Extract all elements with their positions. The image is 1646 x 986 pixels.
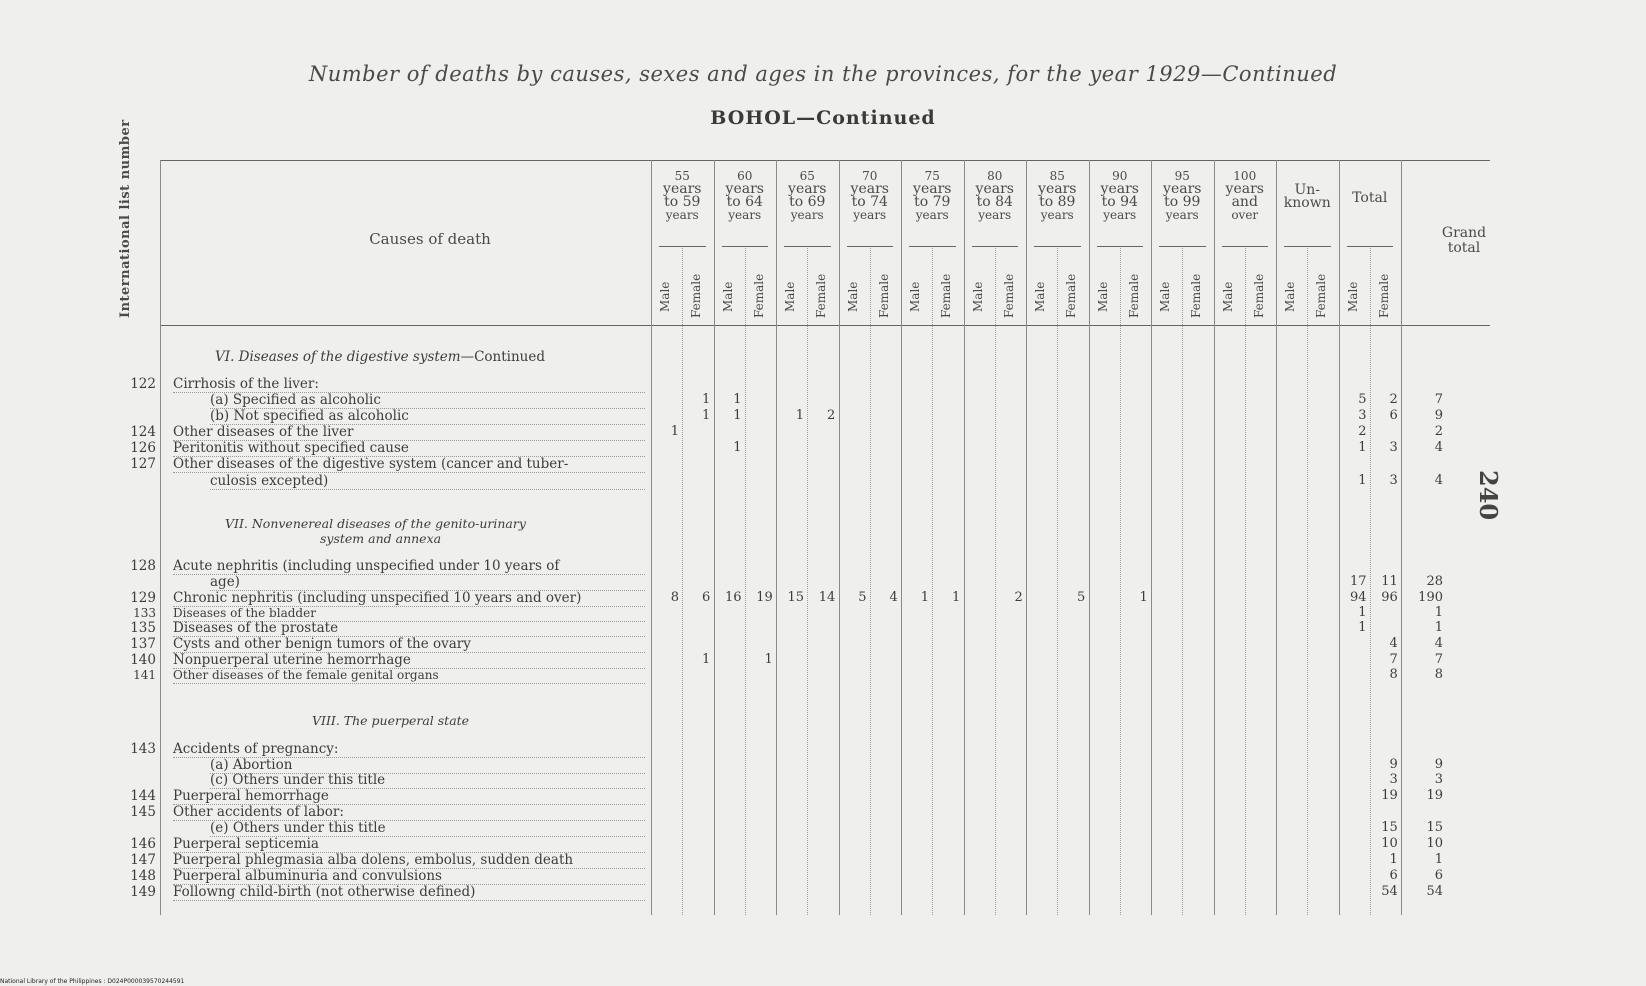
grand-total-cell: 1 bbox=[1434, 605, 1443, 620]
group-underline bbox=[1034, 246, 1081, 247]
age-group-line: years bbox=[1103, 208, 1137, 222]
cause-of-death: Followng child-birth (not otherwise defined) bbox=[173, 884, 645, 901]
cause-of-death: (c) Others under this title bbox=[210, 772, 645, 789]
intl-list-number: 124 bbox=[130, 424, 156, 440]
total-male-cell: 1 bbox=[1358, 473, 1367, 488]
total-male-cell: 94 bbox=[1349, 590, 1367, 605]
cause-of-death: (e) Others under this title bbox=[210, 820, 645, 837]
male-subheader: Male bbox=[1033, 281, 1047, 312]
group-underline bbox=[1284, 246, 1331, 247]
female-subheader: Female bbox=[1314, 273, 1329, 318]
cause-of-death: (b) Not specified as alcoholic bbox=[210, 408, 645, 425]
age-group-line: Total bbox=[1352, 190, 1388, 206]
age-group-line: 75 bbox=[924, 169, 940, 183]
total-female-cell: 9 bbox=[1389, 757, 1398, 772]
page-number: 240 bbox=[1474, 470, 1503, 521]
age-group-line: years bbox=[728, 208, 762, 222]
table-row bbox=[0, 590, 1646, 606]
age-group-line: years bbox=[1163, 181, 1202, 197]
grand-total-cell: 54 bbox=[1426, 884, 1443, 899]
count-cell: 1 bbox=[951, 590, 961, 605]
age-group-line: years bbox=[788, 181, 827, 197]
grand-total-cell: 7 bbox=[1434, 652, 1443, 667]
total-male-cell: 5 bbox=[1358, 392, 1367, 407]
intl-list-number: 141 bbox=[133, 668, 156, 682]
cause-of-death: Other diseases of the liver bbox=[173, 424, 645, 441]
group-underline bbox=[1159, 246, 1206, 247]
grand-total-cell: 15 bbox=[1426, 820, 1443, 835]
table-row bbox=[0, 788, 1646, 804]
age-group-header bbox=[1026, 170, 1089, 222]
page-title: Number of deaths by causes, sexes and ages in the provinces, for the year 1929—Continued bbox=[308, 62, 1338, 86]
count-cell: 4 bbox=[889, 590, 898, 605]
intl-list-number: 140 bbox=[130, 652, 156, 668]
total-female-cell: 3 bbox=[1389, 473, 1398, 488]
cause-of-death: Peritonitis without specified cause bbox=[173, 440, 645, 457]
table-row bbox=[0, 652, 1646, 668]
count-cell: 14 bbox=[818, 590, 836, 605]
table-row bbox=[0, 440, 1646, 456]
age-group-line: years bbox=[913, 181, 952, 197]
female-subheader: Female bbox=[1064, 273, 1079, 318]
male-subheader: Male bbox=[845, 281, 860, 312]
male-subheader: Male bbox=[1345, 281, 1360, 312]
table-row bbox=[0, 605, 1646, 621]
count-cell: 1 bbox=[670, 424, 679, 439]
age-group-header bbox=[1214, 170, 1277, 222]
table-row bbox=[0, 820, 1646, 836]
age-group-header bbox=[964, 170, 1027, 222]
table-row bbox=[0, 868, 1646, 884]
section-vii-heading-line2: system and annexa bbox=[320, 531, 442, 546]
cause-of-death: Chronic nephritis (including unspecified 10 years and over) bbox=[173, 590, 645, 607]
intl-list-number: 135 bbox=[130, 620, 156, 636]
cause-of-death: culosis excepted) bbox=[210, 473, 645, 490]
intl-list-number: 144 bbox=[130, 788, 156, 804]
age-group-header bbox=[901, 170, 964, 222]
cause-of-death: (a) Abortion bbox=[210, 757, 645, 774]
cause-of-death: Cysts and other benign tumors of the ovary bbox=[173, 636, 645, 653]
group-underline bbox=[847, 246, 894, 247]
grand-total-cell: 9 bbox=[1434, 408, 1443, 423]
count-cell: 15 bbox=[787, 590, 804, 605]
cause-of-death: Puerperal hemorrhage bbox=[173, 788, 645, 805]
grand-total-cell: 28 bbox=[1426, 574, 1443, 589]
age-group-line: years bbox=[1038, 181, 1077, 197]
cause-of-death: Accidents of pregnancy: bbox=[173, 741, 645, 758]
age-group-line: 95 bbox=[1174, 169, 1190, 183]
group-underline bbox=[1097, 246, 1144, 247]
total-female-cell: 11 bbox=[1381, 574, 1398, 589]
grand-total-cell: 2 bbox=[1434, 424, 1443, 439]
age-group-header bbox=[1089, 170, 1152, 222]
age-group-line: over bbox=[1231, 208, 1259, 222]
count-cell: 16 bbox=[724, 590, 742, 605]
intl-list-number: 145 bbox=[130, 804, 156, 820]
count-cell: 1 bbox=[701, 392, 711, 407]
table-row bbox=[0, 574, 1646, 590]
age-group-header bbox=[714, 170, 777, 222]
count-cell: 6 bbox=[701, 590, 711, 605]
total-female-cell: 3 bbox=[1389, 440, 1398, 455]
female-subheader: Female bbox=[1001, 273, 1016, 318]
age-group-line: to 89 bbox=[1039, 194, 1076, 210]
female-subheader: Female bbox=[814, 273, 829, 318]
table-row bbox=[0, 667, 1646, 683]
header-bottom-rule bbox=[160, 325, 1490, 326]
age-group-line: 100 bbox=[1233, 169, 1257, 183]
table-row bbox=[0, 852, 1646, 868]
total-male-cell: 1 bbox=[1358, 620, 1367, 635]
grand-total-header: Grand total bbox=[1441, 225, 1487, 256]
female-subheader: Female bbox=[751, 273, 766, 318]
age-group-line: years bbox=[975, 181, 1014, 197]
intl-list-number: 133 bbox=[133, 606, 156, 620]
female-subheader: Female bbox=[689, 273, 704, 318]
age-group-line: Un- bbox=[1294, 182, 1321, 198]
group-underline bbox=[1347, 246, 1394, 247]
age-group-line: and bbox=[1231, 194, 1258, 210]
age-group-line: 70 bbox=[862, 169, 878, 183]
total-female-cell: 4 bbox=[1389, 636, 1398, 651]
intl-list-number: 149 bbox=[130, 884, 156, 900]
count-cell: 1 bbox=[795, 408, 804, 423]
cause-of-death: Nonpuerperal uterine hemorrhage bbox=[173, 652, 645, 669]
female-subheader: Female bbox=[1251, 273, 1266, 318]
causes-header: Causes of death bbox=[369, 230, 491, 248]
age-group-line: years bbox=[978, 208, 1012, 222]
age-group-line: to 84 bbox=[976, 194, 1013, 210]
age-group-line: to 59 bbox=[664, 194, 701, 210]
age-group-line: years bbox=[853, 208, 887, 222]
table-row bbox=[0, 741, 1646, 757]
age-group-line: to 94 bbox=[1101, 194, 1138, 210]
age-group-line: years bbox=[1040, 208, 1074, 222]
age-group-line: years bbox=[665, 208, 699, 222]
count-cell: 1 bbox=[701, 652, 711, 667]
table-row bbox=[0, 884, 1646, 900]
grand-total-cell: 3 bbox=[1434, 772, 1443, 787]
table-row bbox=[0, 376, 1646, 392]
age-group-line: years bbox=[790, 208, 824, 222]
age-group-line: years bbox=[1165, 208, 1199, 222]
section-vi-heading: VI. Diseases of the digestive system—Continued bbox=[215, 349, 546, 365]
age-group-line: 60 bbox=[737, 169, 753, 183]
cause-of-death: Other diseases of the female genital organs bbox=[173, 667, 645, 684]
total-female-cell: 10 bbox=[1381, 836, 1398, 851]
count-cell: 1 bbox=[733, 408, 742, 423]
total-male-cell: 2 bbox=[1358, 424, 1367, 439]
count-cell: 1 bbox=[733, 440, 742, 455]
total-male-cell: 17 bbox=[1349, 574, 1367, 589]
table-row bbox=[0, 558, 1646, 574]
count-cell: 19 bbox=[756, 590, 773, 605]
table-row bbox=[0, 757, 1646, 773]
age-group-line: to 74 bbox=[851, 194, 888, 210]
table-row bbox=[0, 424, 1646, 440]
male-subheader: Male bbox=[783, 281, 797, 312]
age-group-line: years bbox=[850, 181, 889, 197]
total-female-cell: 15 bbox=[1381, 820, 1398, 835]
female-subheader: Female bbox=[1126, 273, 1141, 318]
intl-list-number: 137 bbox=[130, 636, 156, 652]
table-row bbox=[0, 804, 1646, 820]
total-female-cell: 2 bbox=[1389, 392, 1398, 407]
count-cell: 5 bbox=[858, 590, 867, 605]
count-cell: 1 bbox=[920, 590, 929, 605]
total-female-cell: 7 bbox=[1389, 652, 1398, 667]
total-female-cell: 3 bbox=[1389, 772, 1398, 787]
cause-of-death: Other accidents of labor: bbox=[173, 804, 645, 821]
cause-of-death: Puerperal phlegmasia alba dolens, embolus, sudden death bbox=[173, 852, 645, 869]
age-group-line: to 79 bbox=[914, 194, 951, 210]
grand-total-cell: 1 bbox=[1434, 852, 1443, 867]
group-underline bbox=[1222, 246, 1269, 247]
cause-of-death: (a) Specified as alcoholic bbox=[210, 392, 645, 409]
table-top-rule bbox=[160, 160, 1490, 161]
table-row bbox=[0, 456, 1646, 472]
grand-total-cell: 4 bbox=[1434, 473, 1443, 488]
age-group-line: 85 bbox=[1049, 169, 1065, 183]
age-group-header bbox=[1276, 170, 1339, 210]
grand-total-cell: 8 bbox=[1434, 667, 1443, 682]
age-group-line: known bbox=[1283, 195, 1331, 211]
total-female-cell: 19 bbox=[1381, 788, 1398, 803]
age-group-line: 90 bbox=[1112, 169, 1128, 183]
table-row bbox=[0, 408, 1646, 424]
footer-credit: National Library of the Philippines : D024P000039570244591 bbox=[0, 978, 185, 985]
male-subheader: Male bbox=[1095, 281, 1110, 312]
count-cell: 2 bbox=[1014, 590, 1023, 605]
group-underline bbox=[784, 246, 831, 247]
age-group-line: 65 bbox=[799, 169, 815, 183]
total-male-cell: 3 bbox=[1358, 408, 1367, 423]
male-subheader: Male bbox=[720, 281, 735, 312]
male-subheader: Male bbox=[1283, 281, 1297, 312]
total-female-cell: 8 bbox=[1389, 667, 1398, 682]
male-subheader: Male bbox=[970, 281, 985, 312]
table-row bbox=[0, 772, 1646, 788]
grand-total-cell: 7 bbox=[1434, 392, 1443, 407]
total-male-cell: 1 bbox=[1358, 605, 1367, 620]
age-group-header bbox=[651, 170, 714, 222]
age-group-header bbox=[776, 170, 839, 222]
male-subheader: Male bbox=[1220, 281, 1235, 312]
table-row bbox=[0, 636, 1646, 652]
age-group-line: years bbox=[1225, 181, 1264, 197]
cause-of-death: Other diseases of the digestive system (cancer and tuber- bbox=[173, 456, 645, 473]
grand-total-cell: 190 bbox=[1418, 590, 1443, 605]
total-female-cell: 6 bbox=[1389, 408, 1398, 423]
intl-list-header: International list number bbox=[118, 119, 133, 318]
intl-list-number: 148 bbox=[130, 868, 156, 884]
total-female-cell: 6 bbox=[1389, 868, 1398, 883]
grand-total-cell: 4 bbox=[1434, 440, 1443, 455]
intl-list-number: 126 bbox=[130, 440, 156, 456]
table-row bbox=[0, 392, 1646, 408]
age-group-line: years bbox=[1100, 181, 1139, 197]
total-female-cell: 54 bbox=[1381, 884, 1398, 899]
total-male-cell: 1 bbox=[1358, 440, 1367, 455]
table-row bbox=[0, 836, 1646, 852]
total-female-cell: 1 bbox=[1389, 852, 1398, 867]
age-group-line: to 69 bbox=[789, 194, 826, 210]
intl-list-number: 129 bbox=[130, 590, 156, 606]
grand-total-cell: 6 bbox=[1434, 868, 1443, 883]
intl-list-number: 128 bbox=[130, 558, 156, 574]
group-underline bbox=[659, 246, 706, 247]
group-underline bbox=[972, 246, 1019, 247]
count-cell: 2 bbox=[826, 408, 836, 423]
cause-of-death: Puerperal septicemia bbox=[173, 836, 645, 853]
group-underline bbox=[909, 246, 956, 247]
male-subheader: Male bbox=[1158, 281, 1172, 312]
grand-total-cell: 10 bbox=[1426, 836, 1443, 851]
count-cell: 8 bbox=[670, 590, 679, 605]
count-cell: 1 bbox=[764, 652, 773, 667]
male-subheader: Male bbox=[658, 281, 672, 312]
cause-of-death: Acute nephritis (including unspecified under 10 years of bbox=[173, 558, 645, 575]
cause-of-death: Puerperal albuminuria and convulsions bbox=[173, 868, 645, 885]
age-group-line: years bbox=[663, 181, 702, 197]
male-subheader: Male bbox=[908, 281, 922, 312]
grand-total-cell: 4 bbox=[1434, 636, 1443, 651]
intl-list-number: 122 bbox=[130, 376, 156, 392]
intl-list-number: 146 bbox=[130, 836, 156, 852]
cause-of-death: Diseases of the bladder bbox=[173, 605, 645, 622]
cause-of-death: Cirrhosis of the liver: bbox=[173, 376, 645, 393]
section-vii-heading-line1: VII. Nonvenereal diseases of the genito-urinary bbox=[225, 516, 526, 531]
age-group-header bbox=[839, 170, 902, 222]
count-cell: 5 bbox=[1076, 590, 1086, 605]
age-group-line: years bbox=[725, 181, 764, 197]
age-group-header bbox=[1339, 170, 1402, 205]
table-row bbox=[0, 620, 1646, 636]
age-group-line: to 64 bbox=[726, 194, 763, 210]
grand-total-cell: 1 bbox=[1434, 620, 1443, 635]
age-group-header bbox=[1151, 170, 1214, 222]
female-subheader: Female bbox=[1189, 273, 1204, 318]
count-cell: 1 bbox=[1139, 590, 1148, 605]
section-viii-heading: VIII. The puerperal state bbox=[312, 713, 470, 728]
female-subheader: Female bbox=[939, 273, 954, 318]
age-group-line: 55 bbox=[674, 169, 690, 183]
count-cell: 1 bbox=[701, 408, 711, 423]
intl-list-number: 147 bbox=[130, 852, 156, 868]
province-subtitle: BOHOL—Continued bbox=[710, 107, 936, 129]
grand-total-cell: 19 bbox=[1426, 788, 1443, 803]
table-row bbox=[0, 473, 1646, 489]
cause-of-death: age) bbox=[210, 574, 645, 591]
intl-list-number: 127 bbox=[130, 456, 156, 472]
grand-total-cell: 9 bbox=[1434, 757, 1443, 772]
age-group-line: to 99 bbox=[1164, 194, 1201, 210]
intl-list-number: 143 bbox=[130, 741, 156, 757]
age-group-line: years bbox=[915, 208, 949, 222]
count-cell: 1 bbox=[733, 392, 742, 407]
cause-of-death: Diseases of the prostate bbox=[173, 620, 645, 637]
age-group-line: 80 bbox=[987, 169, 1003, 183]
female-subheader: Female bbox=[1376, 273, 1391, 318]
total-female-cell: 96 bbox=[1381, 590, 1398, 605]
group-underline bbox=[722, 246, 769, 247]
female-subheader: Female bbox=[876, 273, 891, 318]
